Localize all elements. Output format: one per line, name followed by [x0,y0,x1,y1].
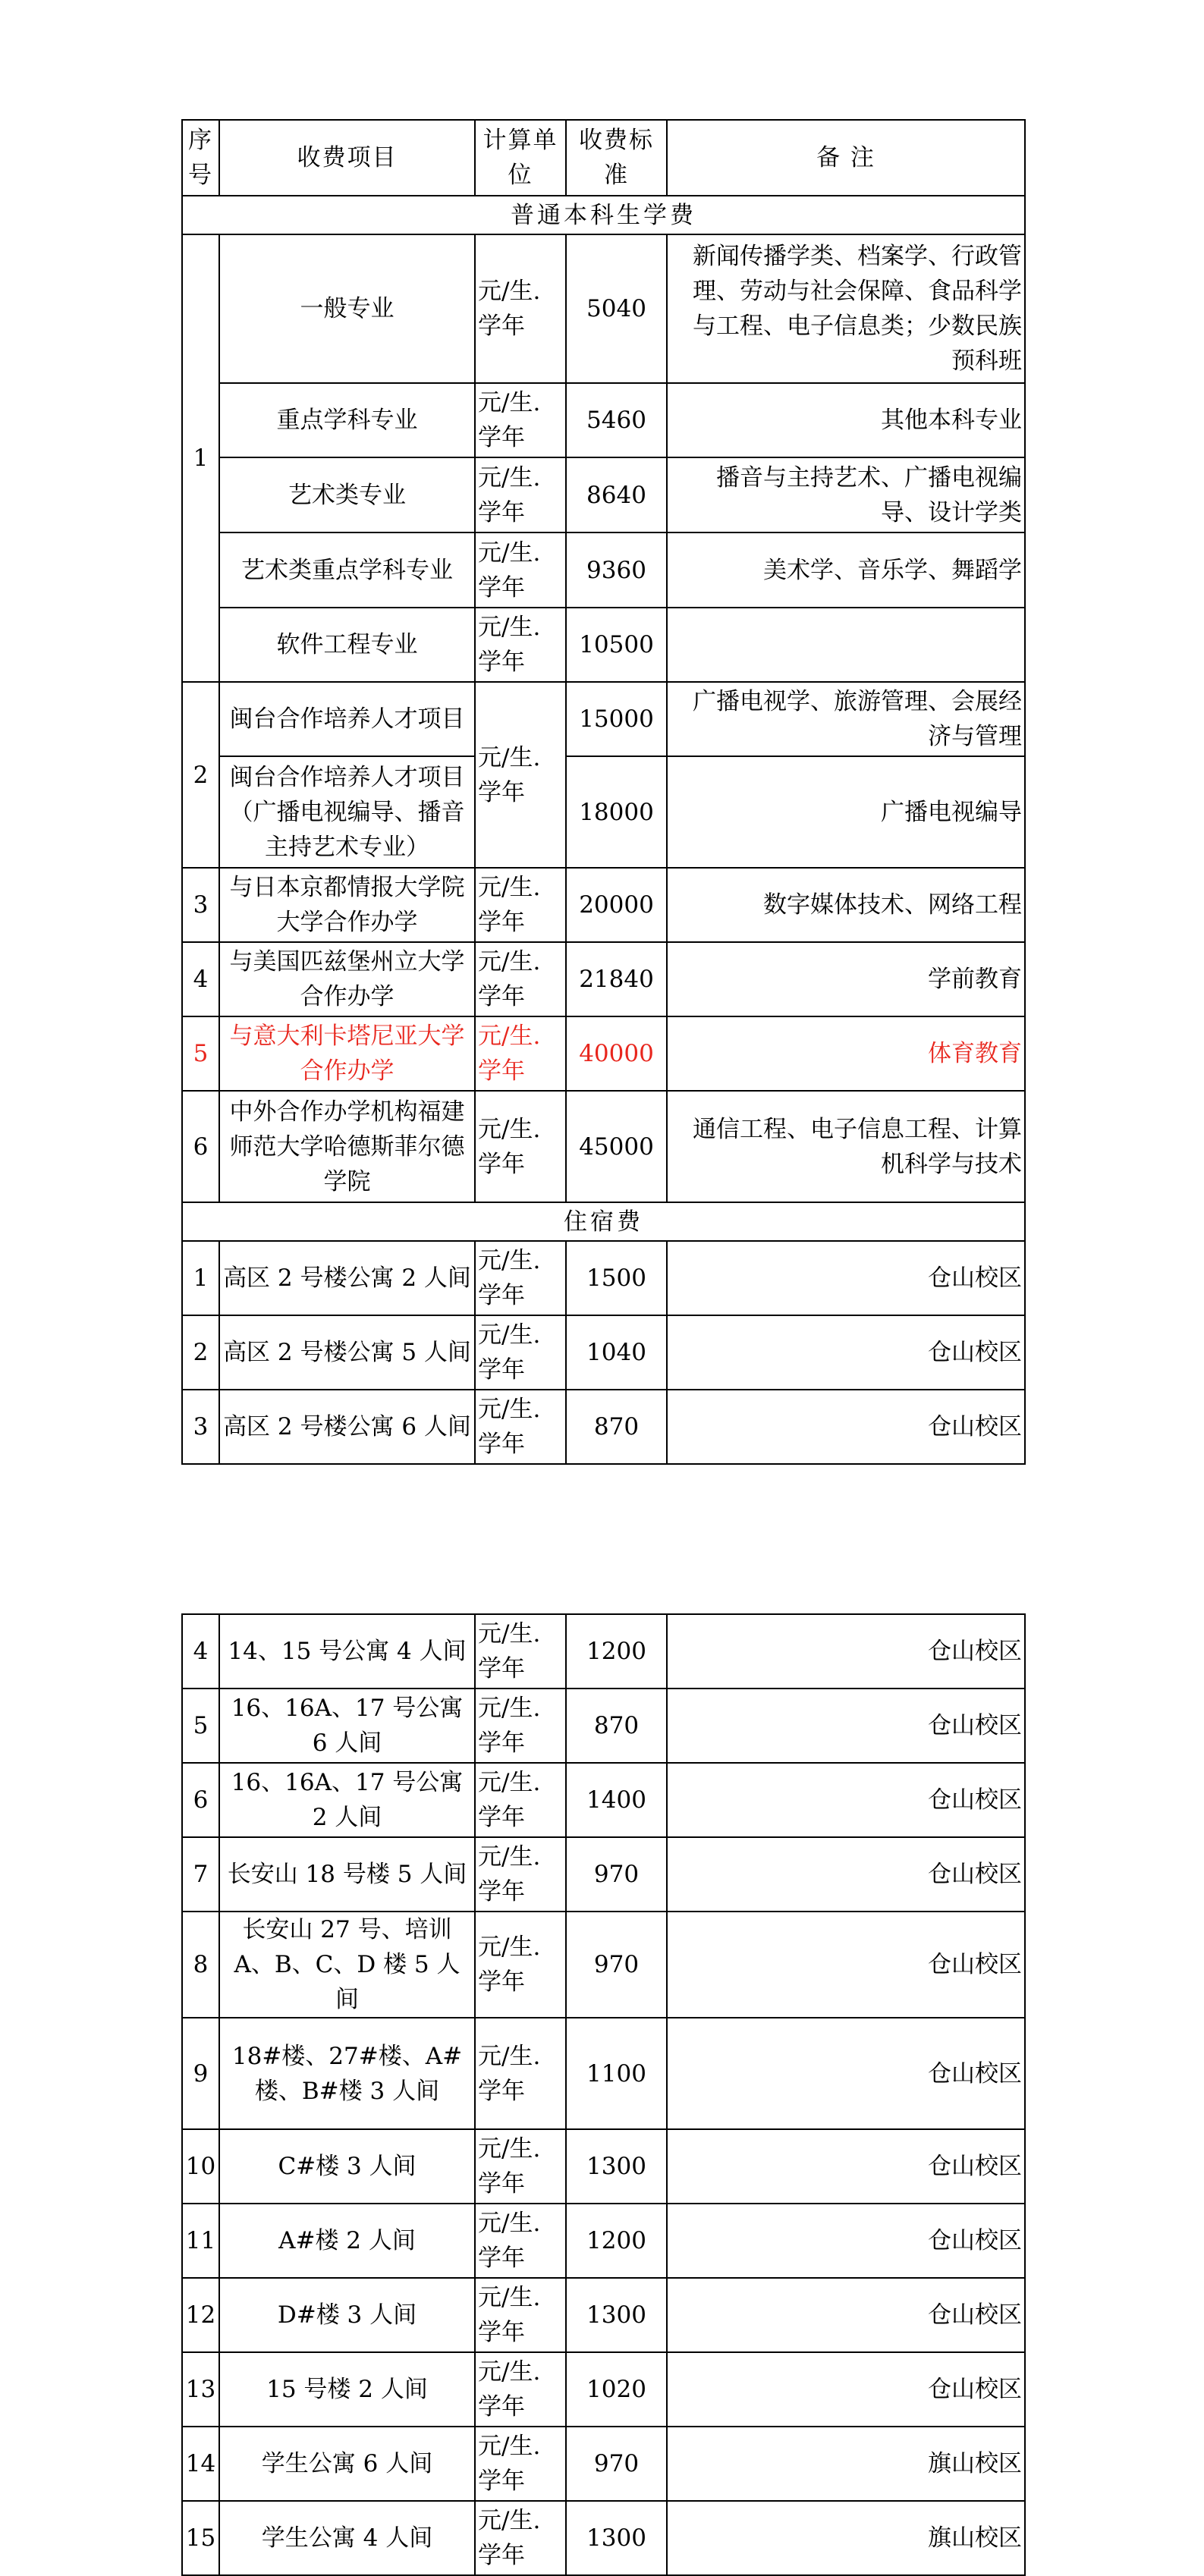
table-row-highlighted [182,1016,1025,1091]
row-unit: 元/生.学年 [475,1016,566,1091]
row-item: 与美国匹兹堡州立大学合作办学 [219,942,475,1016]
row-note: 仓山校区 [667,2204,1025,2278]
row-standard: 45000 [566,1091,667,1202]
row-unit: 元/生.学年 [475,2352,566,2427]
row-item: A#楼 2 人间 [219,2204,475,2278]
row-seq: 15 [182,2501,219,2575]
table-row [182,1091,1025,1202]
row-standard: 870 [566,1689,667,1763]
table-row [182,2204,1025,2278]
table-header-row [182,120,1025,196]
row-standard: 15000 [566,682,667,756]
header-standard: 收费标准 [566,120,667,196]
table-row [182,1689,1025,1763]
fee-table-part-2 [181,1613,1026,2576]
row-seq: 6 [182,1763,219,1837]
header-unit: 计算单位 [475,120,566,196]
table-row [182,756,1025,868]
row-item: 15 号楼 2 人间 [219,2352,475,2427]
row-standard: 1300 [566,2278,667,2352]
row-item: 中外合作办学机构福建师范大学哈德斯菲尔德学院 [219,1091,475,1202]
table-row [182,1241,1025,1315]
row-seq: 13 [182,2352,219,2427]
row-item: 高区 2 号楼公寓 6 人间 [219,1390,475,1464]
table-row [182,2278,1025,2352]
table-row [182,1912,1025,2018]
row-standard: 5040 [566,234,667,383]
row-note: 学前教育 [667,942,1025,1016]
table-row [182,1837,1025,1912]
row-item: 软件工程专业 [219,608,475,682]
table-row [182,682,1025,756]
row-seq: 4 [182,942,219,1016]
row-item: 高区 2 号楼公寓 2 人间 [219,1241,475,1315]
row-standard: 1300 [566,2501,667,2575]
row-seq: 2 [182,682,219,868]
table-row [182,608,1025,682]
row-unit: 元/生.学年 [475,1614,566,1689]
row-seq: 10 [182,2129,219,2204]
row-item: 闽台合作培养人才项目（广播电视编导、播音主持艺术专业） [219,756,475,868]
table-row [182,1315,1025,1390]
row-unit: 元/生.学年 [475,2278,566,2352]
row-standard: 1200 [566,2204,667,2278]
row-unit: 元/生.学年 [475,1315,566,1390]
row-unit: 元/生.学年 [475,1837,566,1912]
row-note: 新闻传播学类、档案学、行政管理、劳动与社会保障、食品科学与工程、电子信息类；少数民族预科班 [667,234,1025,383]
row-item: 学生公寓 4 人间 [219,2501,475,2575]
section-row [182,196,1025,234]
row-standard: 1200 [566,1614,667,1689]
row-seq: 1 [182,234,219,682]
row-item: 一般专业 [219,234,475,383]
row-seq: 14 [182,2427,219,2501]
table-row [182,383,1025,457]
row-note: 仓山校区 [667,1689,1025,1763]
row-unit: 元/生.学年 [475,234,566,383]
row-unit: 元/生.学年 [475,2204,566,2278]
row-note: 广播电视学、旅游管理、会展经济与管理 [667,682,1025,756]
table-row [182,942,1025,1016]
row-item: 长安山 27 号、培训 A、B、C、D 楼 5 人间 [219,1912,475,2018]
row-item: 16、16A、17 号公寓 6 人间 [219,1689,475,1763]
row-unit: 元/生.学年 [475,1912,566,2018]
row-item: 艺术类专业 [219,457,475,532]
row-seq: 7 [182,1837,219,1912]
row-item: 高区 2 号楼公寓 5 人间 [219,1315,475,1390]
fee-table-part-1 [181,119,1026,1465]
row-note: 仓山校区 [667,1912,1025,2018]
table-row [182,1614,1025,1689]
row-note: 仓山校区 [667,1315,1025,1390]
row-standard: 8640 [566,457,667,532]
row-unit: 元/生.学年 [475,682,566,868]
header-item: 收费项目 [219,120,475,196]
row-standard: 5460 [566,383,667,457]
row-note: 数字媒体技术、网络工程 [667,868,1025,942]
row-unit: 元/生.学年 [475,1241,566,1315]
row-unit: 元/生.学年 [475,942,566,1016]
row-seq: 5 [182,1016,219,1091]
row-unit: 元/生.学年 [475,2501,566,2575]
table-row [182,1763,1025,1837]
row-unit: 元/生.学年 [475,2427,566,2501]
row-standard: 1500 [566,1241,667,1315]
row-seq: 5 [182,1689,219,1763]
table-row [182,2129,1025,2204]
row-note: 体育教育 [667,1016,1025,1091]
row-unit: 元/生.学年 [475,457,566,532]
row-note: 仓山校区 [667,2018,1025,2129]
row-standard: 970 [566,2427,667,2501]
row-seq: 4 [182,1614,219,1689]
table-row [182,457,1025,532]
header-seq: 序号 [182,120,219,196]
row-unit: 元/生.学年 [475,2018,566,2129]
row-unit: 元/生.学年 [475,608,566,682]
row-note: 仓山校区 [667,2352,1025,2427]
row-item: D#楼 3 人间 [219,2278,475,2352]
row-standard: 1020 [566,2352,667,2427]
row-unit: 元/生.学年 [475,1390,566,1464]
row-seq: 9 [182,2018,219,2129]
section-title-dorm: 住宿费 [182,1202,1025,1241]
row-item: 学生公寓 6 人间 [219,2427,475,2501]
row-standard: 21840 [566,942,667,1016]
row-standard: 18000 [566,756,667,868]
table-row [182,234,1025,383]
row-item: 与意大利卡塔尼亚大学合作办学 [219,1016,475,1091]
row-standard: 1400 [566,1763,667,1837]
table-row [182,2427,1025,2501]
row-standard: 9360 [566,532,667,608]
row-item: 艺术类重点学科专业 [219,532,475,608]
table-row [182,532,1025,608]
row-item: 长安山 18 号楼 5 人间 [219,1837,475,1912]
row-standard: 970 [566,1912,667,2018]
row-unit: 元/生.学年 [475,1763,566,1837]
row-item: 重点学科专业 [219,383,475,457]
section-row [182,1202,1025,1241]
row-item: C#楼 3 人间 [219,2129,475,2204]
row-seq: 12 [182,2278,219,2352]
row-note: 仓山校区 [667,1763,1025,1837]
table-row [182,2501,1025,2575]
row-note: 其他本科专业 [667,383,1025,457]
header-note: 备 注 [667,120,1025,196]
row-unit: 元/生.学年 [475,2129,566,2204]
row-note: 仓山校区 [667,1614,1025,1689]
row-standard: 10500 [566,608,667,682]
row-seq: 3 [182,868,219,942]
row-note: 仓山校区 [667,1837,1025,1912]
row-note: 仓山校区 [667,1390,1025,1464]
row-standard: 1100 [566,2018,667,2129]
table-row [182,868,1025,942]
row-note: 通信工程、电子信息工程、计算机科学与技术 [667,1091,1025,1202]
row-item: 18#楼、27#楼、A#楼、B#楼 3 人间 [219,2018,475,2129]
row-standard: 1040 [566,1315,667,1390]
row-unit: 元/生.学年 [475,383,566,457]
row-item: 14、15 号公寓 4 人间 [219,1614,475,1689]
row-note: 旗山校区 [667,2501,1025,2575]
row-seq: 1 [182,1241,219,1315]
row-note: 播音与主持艺术、广播电视编导、设计学类 [667,457,1025,532]
row-note: 仓山校区 [667,2129,1025,2204]
row-standard: 40000 [566,1016,667,1091]
row-standard: 970 [566,1837,667,1912]
row-unit: 元/生.学年 [475,868,566,942]
row-note: 仓山校区 [667,1241,1025,1315]
row-seq: 3 [182,1390,219,1464]
row-item: 16、16A、17 号公寓 2 人间 [219,1763,475,1837]
row-unit: 元/生.学年 [475,1091,566,1202]
row-item: 与日本京都情报大学院大学合作办学 [219,868,475,942]
row-standard: 870 [566,1390,667,1464]
row-seq: 11 [182,2204,219,2278]
row-note [667,608,1025,682]
row-note: 仓山校区 [667,2278,1025,2352]
row-standard: 1300 [566,2129,667,2204]
row-seq: 2 [182,1315,219,1390]
row-item: 闽台合作培养人才项目 [219,682,475,756]
row-seq: 8 [182,1912,219,2018]
table-row [182,2352,1025,2427]
table-row [182,2018,1025,2129]
row-unit: 元/生.学年 [475,1689,566,1763]
row-unit: 元/生.学年 [475,532,566,608]
section-title-tuition: 普通本科生学费 [182,196,1025,234]
table-row [182,1390,1025,1464]
row-seq: 6 [182,1091,219,1202]
row-standard: 20000 [566,868,667,942]
row-note: 美术学、音乐学、舞蹈学 [667,532,1025,608]
row-note: 广播电视编导 [667,756,1025,868]
row-note: 旗山校区 [667,2427,1025,2501]
